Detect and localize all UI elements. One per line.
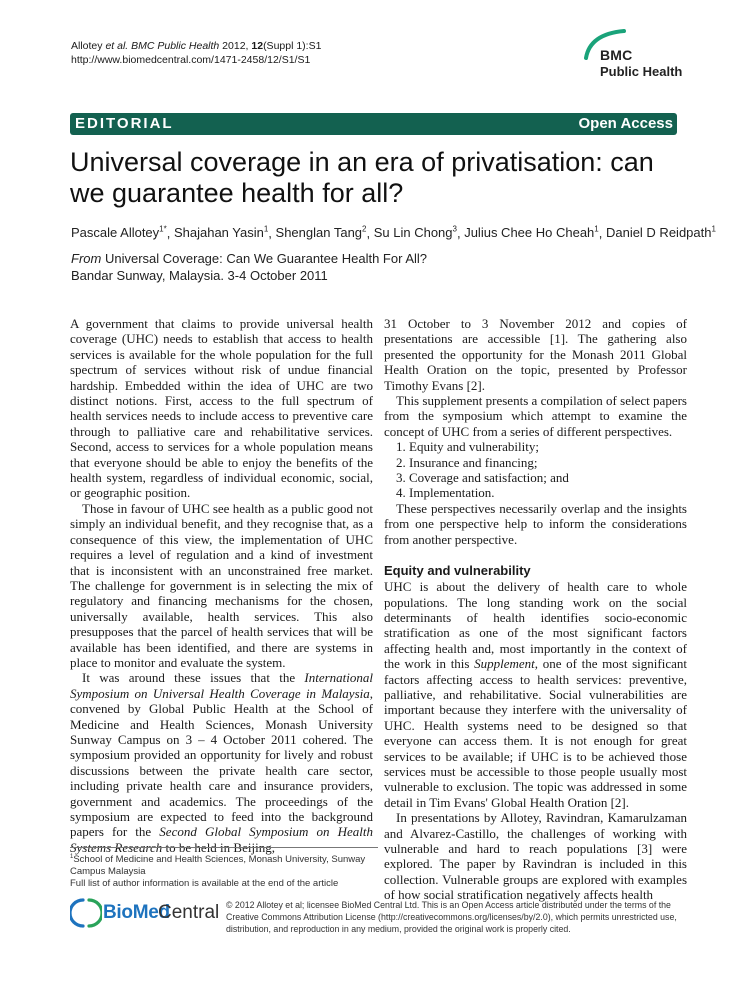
- logo-text-biomed: BioMed: [103, 902, 170, 923]
- logo-text-journal: Public Health: [600, 64, 683, 79]
- conference-place: Bandar Sunway, Malaysia. 3-4 October 2011: [71, 268, 328, 283]
- paragraph: Those in favour of UHC see health as a public good not simply an individual benefit, and they recognise that, as a consequence of this view, the implementation of UHC requires a level of regulation and a kind of investment that is inconsistent with an unconstrained free market. The challenge for government is in selecting the mix of regulatory and financing mechanisms for the chosen, universally available, health services. This also presupposes that the parcel of health services that will be available has been identified, and there are systems in place to monitor and evaluate the system.: [70, 500, 373, 670]
- open-access-label: Open Access: [578, 115, 673, 132]
- body-column-left: [70, 316, 373, 855]
- conference-name: Universal Coverage: Can We Guarantee Health For All?: [104, 251, 427, 266]
- list-item: 2. Insurance and financing;: [396, 454, 538, 470]
- paragraph: These perspectives necessarily overlap and the insights from one perspective help to inform the considerations from another perspective.: [384, 500, 687, 547]
- author-name: Pascale Allotey: [71, 225, 160, 241]
- article-title: Universal coverage in an era of privatisation: can we guarantee health for all?: [70, 147, 654, 208]
- list-item: 4. Implementation.: [396, 485, 495, 501]
- text: Supplement: [474, 656, 535, 672]
- author-name: Shajahan Yasin: [173, 225, 264, 241]
- logo-text-bmc: BMC: [600, 47, 633, 63]
- footnote: [70, 847, 378, 890]
- author: [464, 225, 599, 240]
- list-item: 1. Equity and vulnerability;: [396, 439, 539, 455]
- license-text: © 2012 Allotey et al; licensee BioMed Central Ltd. This is an Open Access article distributed under the terms of the Creative Commons Attribution License (http://creativecommons.org/licenses/by/2.0), which permits unrestricted use, distribution, and reproduction in any medium, provided the original work is properly cited.: [226, 900, 677, 934]
- author-affiliation-marker: 1*: [159, 225, 167, 234]
- author-affiliation-marker: 1: [263, 225, 269, 234]
- journal-logo: [580, 28, 690, 88]
- logo-circle-icon: [70, 897, 102, 929]
- citation-authors: Allotey: [71, 40, 103, 52]
- perspective-list: [384, 439, 687, 501]
- citation-volume: 12: [251, 40, 264, 52]
- paragraph: This supplement presents a compilation of select papers from the symposium which attempt to examine the concept of UHC from a series of different perspectives.: [384, 393, 687, 439]
- affiliation-note: [70, 851, 378, 878]
- affiliation-marker: 1: [70, 854, 74, 860]
- author: [276, 225, 367, 240]
- symposium-name: International Symposium on Universal Health Coverage in Malaysia: [70, 670, 373, 701]
- author: [71, 225, 167, 240]
- author-info-note: Full list of author information is available at the end of the article: [70, 878, 339, 890]
- list-item: 3. Coverage and satisfaction; and: [396, 470, 569, 486]
- paragraph: [70, 670, 373, 855]
- paragraph: In presentations by Allotey, Ravindran, Kamarulzaman and Alvarez-Castillo, the challenges of working with vulnerable and hard to reach populations [3] were explored. The paper by Ravindran is included in this collection. Vulnerable groups are explored with examples of how social stratification negatively affects health: [384, 810, 687, 903]
- author-name: Shenglan Tang: [275, 225, 363, 241]
- author: [606, 225, 716, 240]
- conference-from: From: [71, 251, 102, 266]
- citation-etal: et al.: [105, 40, 129, 52]
- article-type-label: EDITORIAL: [75, 115, 174, 132]
- paragraph: 31 October to 3 November 2012 and copies of presentations are accessible [1]. The gathering also presented the opportunity for the Monash 2011 Global Health Oration on the topic, presented by Professor Timothy Evans [2].: [384, 316, 687, 393]
- section-heading: Equity and vulnerability: [384, 563, 531, 579]
- text: , one of the most significant factors affecting access to health services: preventive, palliative, and rehabilitative. Social vulnerabilities are important because they interfere with the universality of UHC. Health systems need to be designed so that everyone can access them. It is not enough for great services to be available; if UHC is to be achieved those services must be accessible to those people usually most vulnerable to exclusion. The topic was addressed in some detail in Tim Evans' Global Health Oration [2].: [384, 656, 687, 810]
- citation-year: 2012,: [222, 40, 249, 52]
- logo-text-central: Central: [158, 902, 220, 923]
- conference-info: [71, 250, 427, 284]
- citation-journal: BMC Public Health: [131, 40, 220, 52]
- citation-header: [71, 39, 321, 67]
- text: It was around these issues that the: [82, 670, 305, 686]
- author: [174, 225, 268, 240]
- text: , convened by Global Public Health at the School of Medicine and Health Sciences, Monash University Sunway Campus on 3 – 4 October 2011 cohered. The symposium provided an opportunity for lively and robust discussions between the private health care sector, including private health care and insurance providers, government and academics. The proceedings of the symposium are expected to feed into the background papers for the: [70, 685, 373, 840]
- biomed-central-logo: [70, 897, 220, 927]
- text: UHC is about the delivery of health care to whole populations. The long standing work on the social determinants of health identifies socio-economic stratification as one of the most significant factors affecting health and, most importantly in the context of the work in this: [384, 579, 687, 672]
- article-url[interactable]: http://www.biomedcentral.com/1471-2458/12/S1/S1: [71, 54, 311, 66]
- text: to be held in Beijing,: [162, 839, 275, 855]
- affiliation-text: School of Medicine and Health Sciences, Monash University, Sunway Campus Malaysia: [70, 854, 366, 878]
- author-affiliation-marker: 2: [362, 225, 367, 234]
- author: [374, 225, 457, 240]
- body-column-right: [384, 316, 687, 903]
- author-affiliation-marker: 3: [452, 225, 457, 234]
- citation-line: [71, 39, 321, 53]
- article-type-banner: [70, 113, 677, 135]
- author-name: Julius Chee Ho Cheah: [464, 225, 595, 241]
- author-name: Su Lin Chong: [373, 225, 453, 241]
- paragraph: [384, 579, 687, 810]
- conference-name-line: [71, 250, 427, 267]
- author-affiliation-marker: 1: [594, 225, 599, 234]
- citation-issue: (Suppl 1):S1: [263, 40, 322, 52]
- paragraph: A government that claims to provide universal health coverage (UHC) needs to establish that access to health services is available for the whole population for the full spectrum of services without risk of undue financial hardship. Embedded within the idea of UHC are two distinct notions. First, access to the full spectrum of health services needs to include access to preventive care through to palliative care and rehabilitative services. Second, access to services for a whole population means that everyone should be able to enjoy the benefits of the health system, regardless of individual economic, social, or geographic position.: [70, 316, 373, 501]
- symposium-name: Second Global Symposium on Health Systems Research: [70, 824, 373, 855]
- author-list: Pascale Allotey$^{1*}$, Shajahan Yasin$^1$, Shenglan Tang$^2$, Su Lin Chong$^3$, Julius Chee Ho Cheah$^1$, Daniel D Reidpath$^1$: [71, 225, 716, 241]
- author-name: Daniel D Reidpath: [605, 225, 712, 241]
- author-affiliation-marker: 1: [711, 225, 716, 234]
